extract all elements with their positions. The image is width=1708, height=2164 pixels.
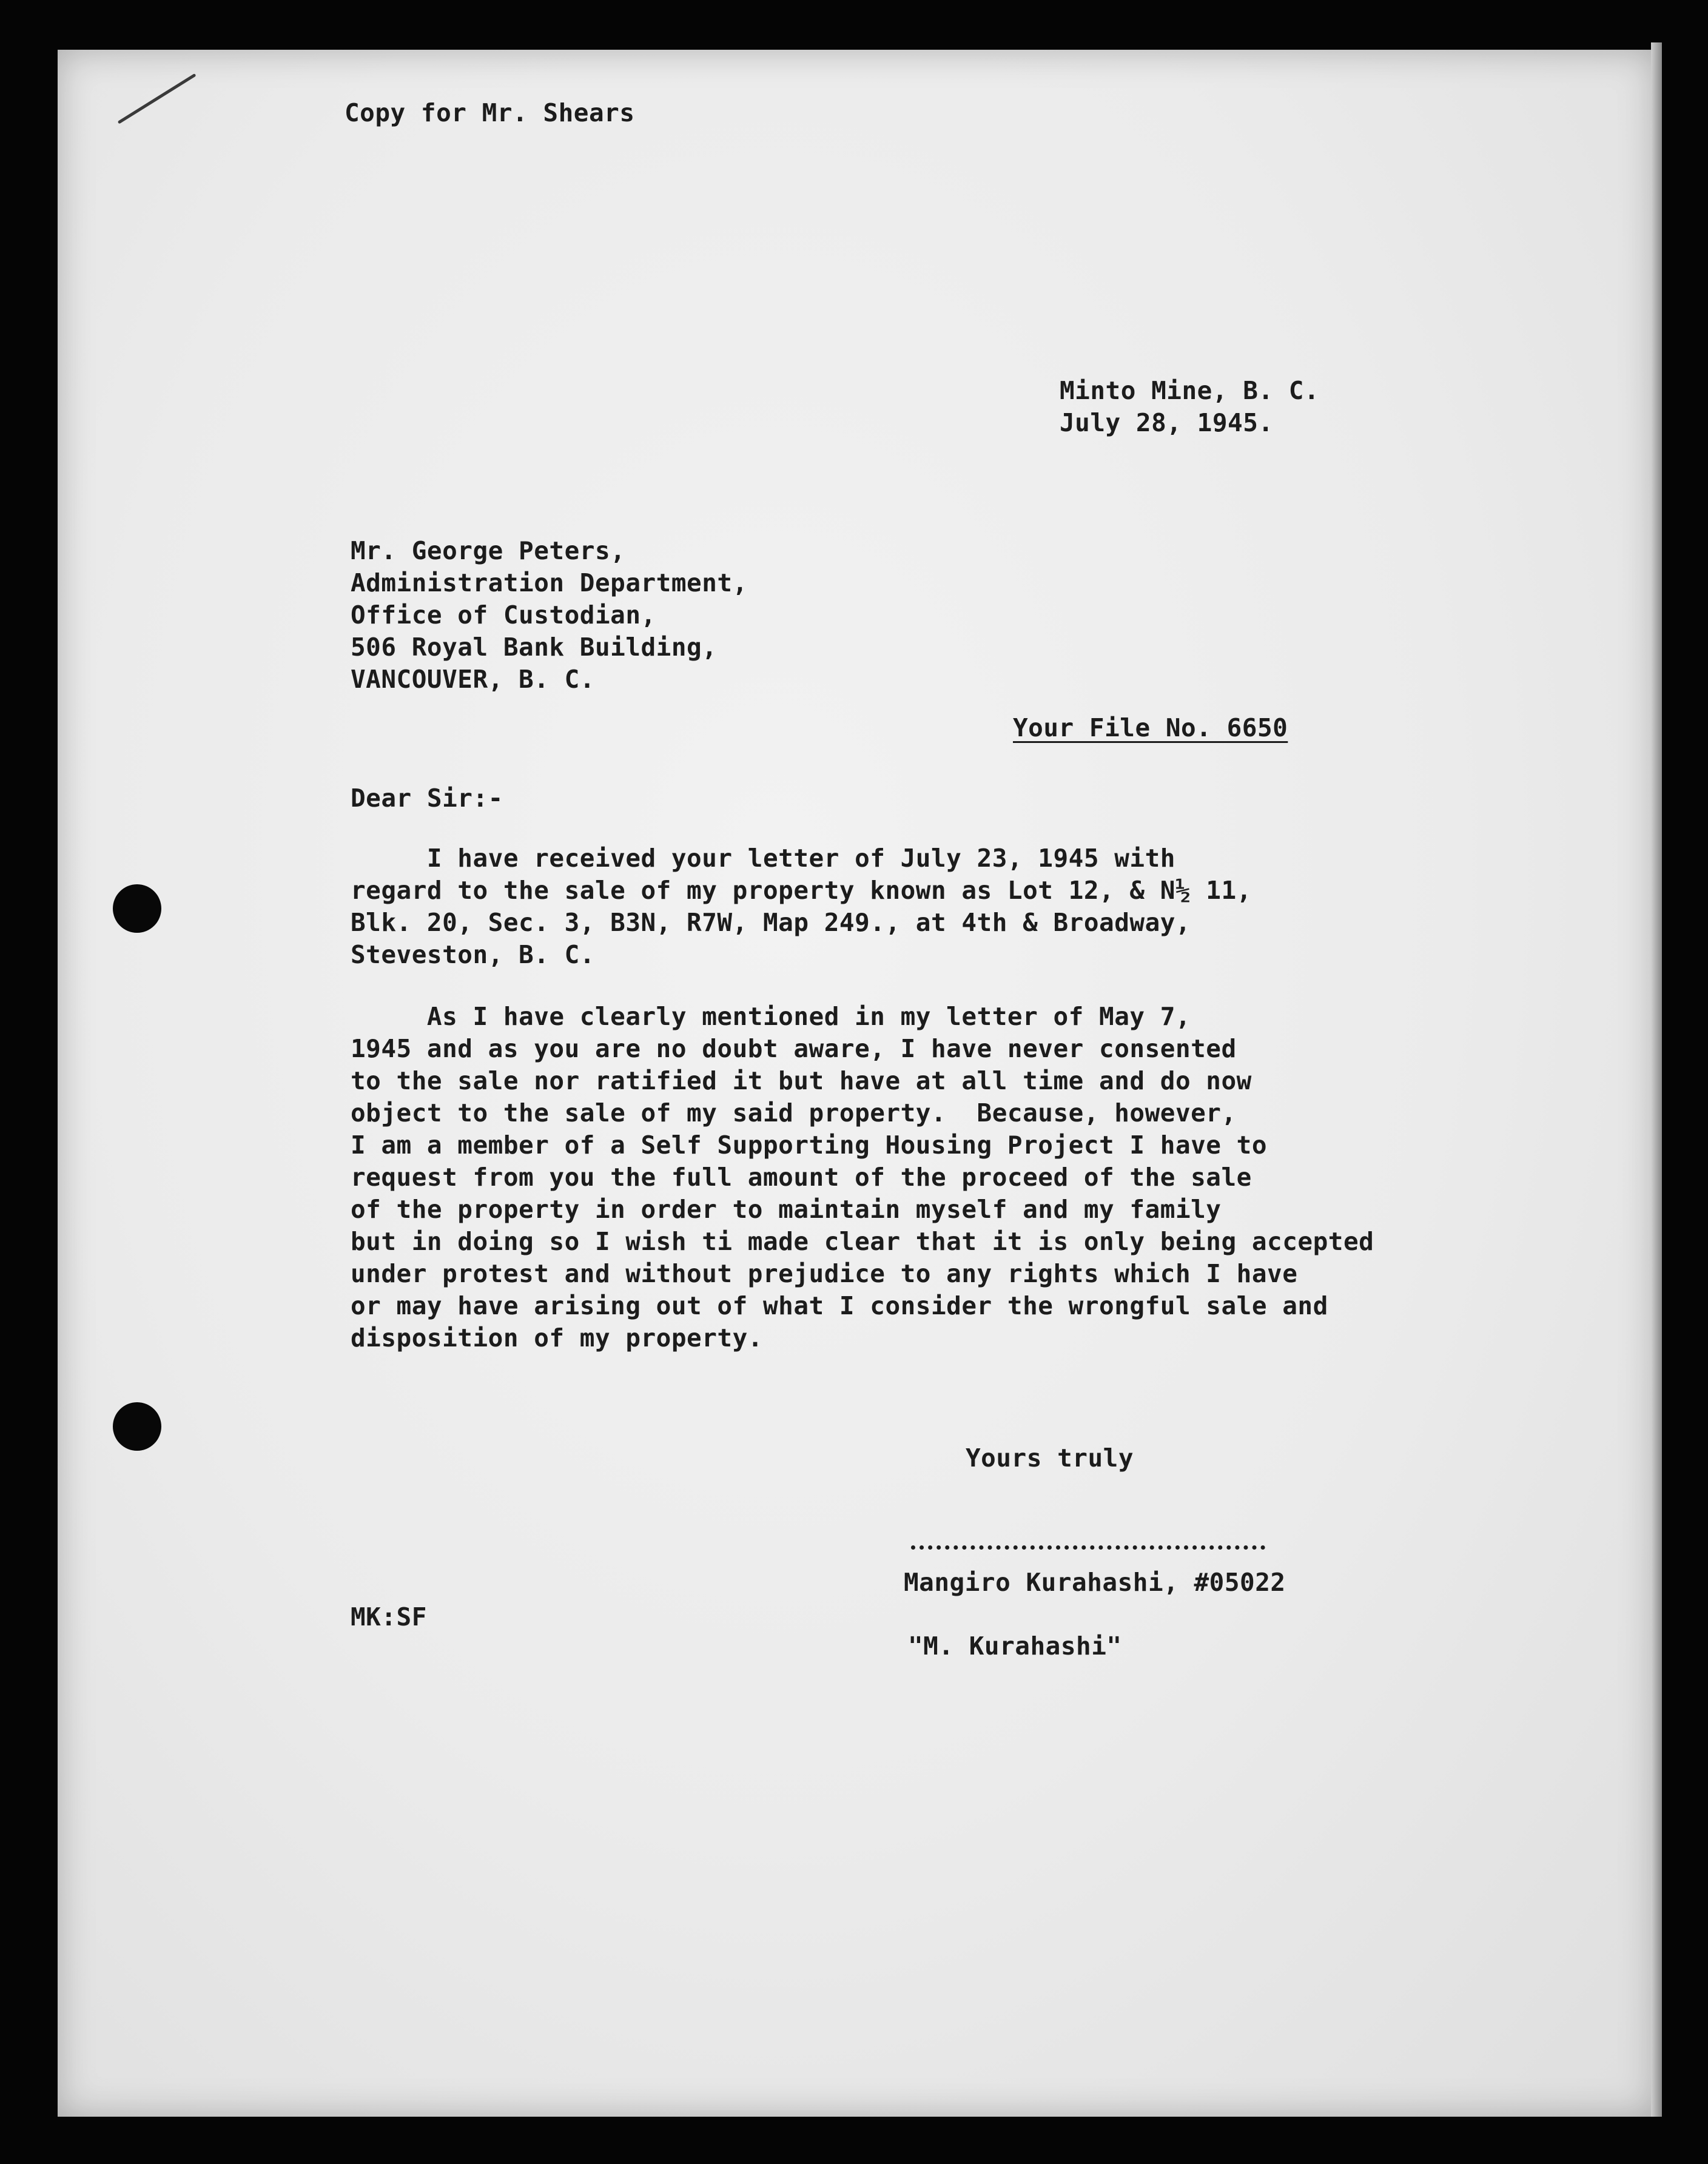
body-line: Blk. 20, Sec. 3, B3N, R7W, Map 249., at 4th & Broadway, — [351, 908, 1191, 937]
signature-line — [911, 1545, 1265, 1550]
body-line: of the property in order to maintain myself and my family — [351, 1195, 1222, 1224]
body-line: under protest and without prejudice to any rights which I have — [351, 1259, 1298, 1288]
file-reference: Your File No. 6650 — [1013, 713, 1288, 742]
recipient-line: VANCOUVER, B. C. — [351, 665, 595, 694]
body-line: disposition of my property. — [351, 1323, 763, 1352]
punch-hole — [113, 884, 161, 933]
recipient-line: Office of Custodian, — [351, 600, 656, 630]
body-line: 1945 and as you are no doubt aware, I have never consented — [351, 1034, 1237, 1063]
punch-hole — [113, 1402, 161, 1451]
sender-place: Minto Mine, B. C. — [1060, 376, 1320, 405]
body-line: but in doing so I wish ti made clear that it is only being accepted — [351, 1227, 1374, 1256]
body-line: to the sale nor ratified it but have at all time and do now — [351, 1066, 1252, 1095]
recipient-line: 506 Royal Bank Building, — [351, 633, 718, 662]
body-paragraph-2 — [351, 1001, 1374, 1354]
body-line: As I have clearly mentioned in my letter of May 7, — [351, 1002, 1191, 1031]
body-paragraph-1 — [351, 842, 1252, 971]
body-line: request from you the full amount of the proceed of the sale — [351, 1163, 1252, 1192]
closing: Yours truly — [966, 1443, 1134, 1473]
signed-as: "M. Kurahashi" — [908, 1631, 1122, 1661]
body-line: regard to the sale of my property known as Lot 12, & N½ 11, — [351, 876, 1252, 905]
body-line: object to the sale of my said property. Because, however, — [351, 1098, 1237, 1127]
typist-initials: MK:SF — [351, 1602, 427, 1631]
signer-name: Mangiro Kurahashi, #05022 — [904, 1568, 1286, 1597]
copy-note: Copy for Mr. Shears — [345, 98, 635, 127]
paper-edge — [1651, 42, 1662, 2117]
sender-location — [1060, 375, 1319, 439]
recipient-address — [351, 535, 748, 696]
body-line: I have received your letter of July 23, 1945 with — [351, 844, 1175, 873]
body-line: or may have arising out of what I consider the wrongful sale and — [351, 1291, 1328, 1320]
body-line: I am a member of a Self Supporting Housing Project I have to — [351, 1131, 1268, 1160]
recipient-line: Mr. George Peters, — [351, 536, 626, 565]
salutation: Dear Sir:- — [351, 784, 503, 813]
letter-date: July 28, 1945. — [1060, 408, 1274, 437]
body-line: Steveston, B. C. — [351, 940, 595, 969]
recipient-line: Administration Department, — [351, 568, 748, 597]
